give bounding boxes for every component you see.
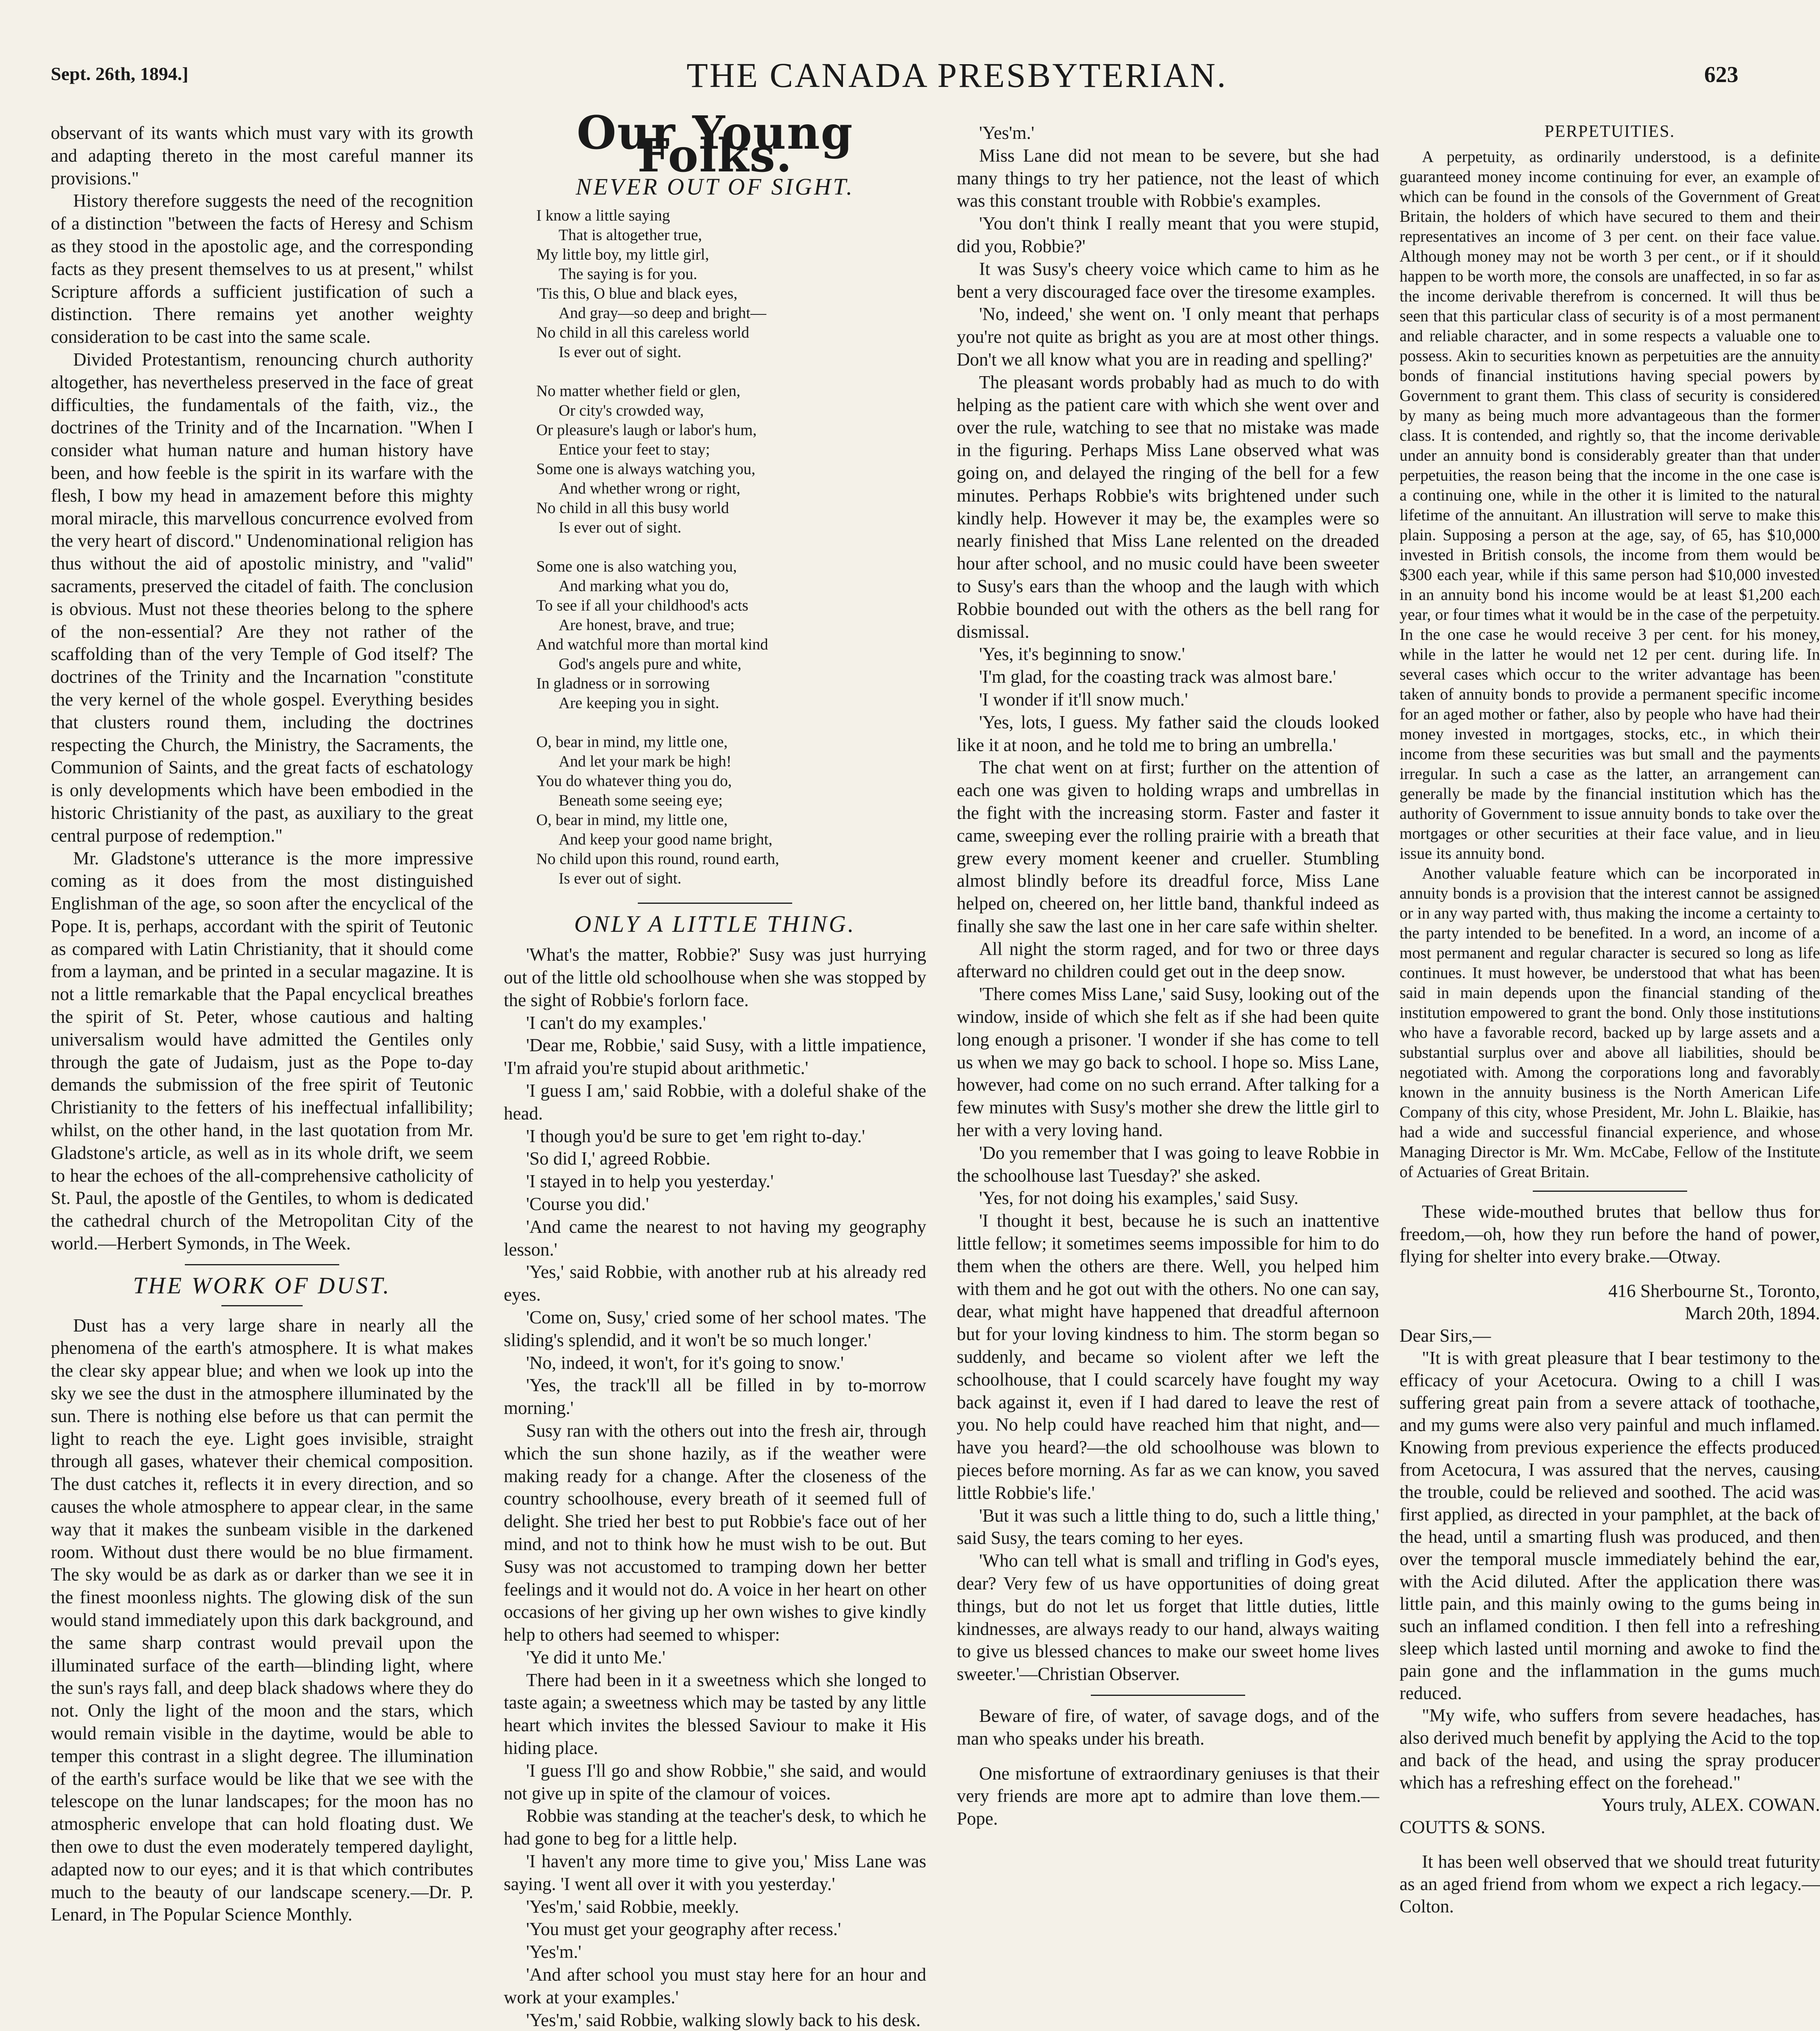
address-line: 416 Sherbourne St., Toronto,	[1608, 1281, 1820, 1301]
story-paragraph: 'Who can tell what is small and trifling in God's eyes, dear? Very few of us have opportunities of doing great things, but do not let us forget that little duties, little kindnesses, are always ready to our hand, always waiting to give us blessed chances to make our sweet home lives sweeter.'—Christian Observer.	[957, 1550, 1379, 1685]
story-paragraph: 'I guess I'll go and show Robbie," she said, and would not give up in spite of the clamour of voices.	[504, 1760, 926, 1804]
story-paragraph: Miss Lane did not mean to be severe, but she had many things to try her patience, not the least of which was this constant trouble with Robbie's examples.	[957, 145, 1379, 211]
story-paragraph: 'Ye did it unto Me.'	[526, 1647, 665, 1667]
story-paragraph: 'What's the matter, Robbie?' Susy was just hurrying out of the little old schoolhouse when she was stopped by the sight of Robbie's forlorn face.	[504, 944, 926, 1010]
poem-line: No child upon this round, round earth,	[536, 850, 779, 868]
salutation: Dear Sirs,—	[1400, 1325, 1491, 1346]
story-paragraph: The chat went on at first; further on the attention of each one was given to holding wraps and umbrellas in the fight with the increasing storm. Faster and faster it came, sweeping ever the rolling prairie with a breath that grew every moment keener and crueller. Stumbling almost blindly before its dreadful force, Miss Lane helped on, cheered on, her little band, thankful indeed as finally she saw the last one in her care safe within shelter.	[957, 757, 1379, 936]
story-paragraph: 'I wonder if it'll snow much.'	[979, 689, 1188, 710]
poem-line: In gladness or in sorrowing	[536, 675, 710, 693]
story-paragraph: 'Do you remember that I was going to leave Robbie in the schoolhouse last Tuesday?' she asked.	[957, 1142, 1379, 1186]
story-paragraph: Robbie was standing at the teacher's desk, to which he had gone to beg for a little help.	[504, 1806, 926, 1849]
poem-line: And whether wrong or right,	[559, 480, 741, 498]
recipient: COUTTS & SONS.	[1400, 1817, 1545, 1837]
story-paragraph: 'Yes, for not doing his examples,' said Susy.	[979, 1188, 1299, 1208]
poem-line: The saying is for you.	[559, 265, 698, 283]
story-paragraph: 'So did I,' agreed Robbie.	[526, 1148, 711, 1169]
paragraph: History therefore suggests the need of the recognition of a distinction "between the facts of Heresy and Schism as they stood in the apostolic age, and the corresponding facts as they present themselves to us at present," whilst Scripture affords a sufficient justification of such a distinction. There remains yet another weighty consideration to be cast into the same scale.	[51, 191, 473, 347]
address-date: March 20th, 1894.	[1685, 1303, 1820, 1323]
poem-line: Is ever out of sight.	[559, 343, 682, 361]
paragraph: Divided Protestantism, renouncing church authority altogether, has nevertheless preserved in the face of great difficulties, the fundamentals of the faith, viz., the doctrines of the Trinity and of the Incarnation. "When I consider what human nature and human history have been, and how feeble is the spirit in its warfare with the flesh, I bow my head in amazement before this mighty moral miracle, this marvellous concurrence evolved from the very heart of discord." Undenominational religion has thus without the aid of apostolic ministry, and "valid" sacraments, preserved the citadel of faith. The conclusion is obvious. Must not these theories belong to the sphere of the non-essential? Are they not rather of the scaffolding than of the very Temple of God itself? The doctrines of the Trinity and the Incarnation "constitute the very kernel of the whole gospel. Everything besides that clusters round them, including the doctrines respecting the Church, the Ministry, the Sacraments, the Communion of Saints, and the great facts of eschatology is only developments which have been embodied in the historic Christianity of the past, as auxiliary to the great central purpose of redemption."	[51, 349, 473, 846]
poem-title: NEVER OUT OF SIGHT.	[576, 173, 854, 200]
poem-line: Is ever out of sight.	[559, 519, 682, 537]
poem-line: Some one is always watching you,	[536, 460, 756, 478]
story-paragraph: 'No, indeed, it won't, for it's going to snow.'	[526, 1352, 844, 1373]
story-paragraph: Susy ran with the others out into the fresh air, through which the sun shone hazily, as if the weather were making ready for a change. After the closeness of the country schoolhouse, every breath of it seemed full of delight. She tried her best to put Robbie's face out of her mind, and not to think how he must wish to be out. But Susy was not accustomed to tramping down her better feelings and it would not do. A voice in her heart on other occasions of her giving up her own wishes to give kindly help to others had seemed to whisper:	[504, 1420, 926, 1645]
paragraph: observant of its wants which must vary with its growth and adapting thereto in the most careful manner its provisions."	[51, 123, 473, 188]
section-masthead: Our Young Folks.	[576, 106, 854, 182]
divider	[221, 1305, 303, 1306]
column-2	[504, 106, 926, 2031]
story-paragraph: 'Yes'm.'	[979, 123, 1035, 143]
paragraph: Mr. Gladstone's utterance is the more impressive coming as it does from the most distinguished Englishman of the age, so soon after the encyclical of the Pope. It is, perhaps, accordant with the spirit of Teutonic as compared with Latin Christianity, that it should come from a layman, and be printed in a secular magazine. It is not a little remarkable that the Papal encyclical breathes the spirit of St. Peter, whose cautious and halting universalism would have admitted the Gentiles only through the gate of Judaism, just as the Pope to-day demands the submission of the free spirit of Teutonic Christianity to the fetters of his ineffectual infallibility; whilst, on the other hand, in the last quotation from Mr. Gladstone's article, as well as in its whole drift, we seem to hear the echoes of the all-comprehensive catholicity of St. Paul, the apostle of the Gentiles, to whom is dedicated the cathedral church of the Metropolitan City of the world.—Herbert Symonds, in The Week.	[51, 848, 473, 1254]
poem-line: Beneath some seeing eye;	[559, 792, 723, 810]
quotation: Beware of fire, of water, of savage dogs, and of the man who speaks under his breath.	[957, 1705, 1379, 1749]
story-paragraph: 'Yes,' said Robbie, with another rub at his already red eyes.	[504, 1262, 926, 1305]
story-paragraph: 'No, indeed,' she went on. 'I only meant that perhaps you're not quite as bright as you are at most other things. Don't we all know what you are in reading and spelling?'	[957, 304, 1379, 370]
poem	[536, 206, 926, 888]
story-paragraph: 'Yes'm,' said Robbie, walking slowly back to his desk.	[526, 2009, 921, 2030]
signature: Yours truly, ALEX. COWAN.	[1601, 1795, 1820, 1815]
newspaper-title: THE CANADA PRESBYTERIAN.	[687, 56, 1228, 95]
poem-line: My little boy, my little girl,	[536, 246, 709, 264]
poem-line: Are honest, brave, and true;	[559, 616, 735, 634]
paragraph: Dust has a very large share in nearly all the phenomena of the earth's atmosphere. It is what makes the clear sky appear blue; and when we look up into the sky we see the dust in the atmosphere illuminated by the sun. There is nothing else before us that can permit the light to reach the eye. Light goes invisible, straight through all gases, whatever their chemical composition. The dust catches it, reflects it in every direction, and so causes the whole atmosphere to appear clear, in the same way that it makes the sunbeam visible in the darkened room. Without dust there would be no blue firmament. The sky would be as dark as or darker than we see it in the finest moonless nights. The glowing disk of the sun would stand immediately upon this dark background, and the same sharp contrast would prevail upon the illuminated surface of the earth—blinding light, where the sun's rays fall, and deep black shadows where they do not. Only the light of the moon and the stars, which would remain visible in the daytime, would be able to temper this contrast in a slight degree. The illumination of the earth's surface would be like that we see with the telescope on the lunar landscapes; for the moon has no atmospheric envelope that can hold floating dust. We then owe to dust the even moderately tempered daylight, adapted now to our eyes; and it is that which contributes much to the beauty of our landscape scenery.—Dr. P. Lenard, in The Popular Science Monthly.	[51, 1315, 473, 1925]
poem-line: That is altogether true,	[559, 226, 702, 244]
paragraph: "My wife, who suffers from severe headaches, has also derived much benefit by applying the Acid to the top and back of the head, and using the spray producer which has a refreshing effect on the forehead."	[1400, 1705, 1820, 1793]
column-4	[1400, 122, 1820, 1918]
poem-line: To see if all your childhood's acts	[536, 597, 749, 615]
poem-line: Some one is also watching you,	[536, 558, 737, 576]
poem-line: 'Tis this, O blue and black eyes,	[536, 285, 738, 303]
story-paragraph: 'You don't think I really meant that you were stupid, did you, Robbie?'	[957, 213, 1379, 256]
poem-line: O, bear in mind, my little one,	[536, 811, 728, 829]
divider	[185, 1264, 339, 1265]
paragraph: "It is with great pleasure that I bear testimony to the efficacy of your Acetocura. Owing to a chill I was suffering great pain from a severe attack of toothache, and my gums were also very painful and much inflamed. Knowing from previous experience the effects produced from Acetocura, I was assured that the nerves, causing the trouble, could be relieved and soothed. The acid was first applied, as directed in your pamphlet, at the back of the head, until a smarting flush was produced, and then over the temporal muscle immediately behind the ear, with the Acid diluted. After the application there was little pain, and this mainly owing to the gums being in such an inflamed condition. I then fell into a refreshing sleep which lasted until morning and awoke to find the pain gone and the inflammation in the gums much reduced.	[1400, 1348, 1820, 1703]
quotation: One misfortune of extraordinary geniuses is that their very friends are more apt to admire than love them.—Pope.	[957, 1763, 1379, 1829]
poem-line: You do whatever thing you do,	[536, 772, 732, 790]
poem-line: O, bear in mind, my little one,	[536, 733, 728, 751]
story-paragraph: There had been in it a sweetness which she longed to taste again; a sweetness which may be tasted by any little heart which invites the blessed Saviour to make it His hiding place.	[504, 1669, 926, 1758]
divider	[1533, 1191, 1687, 1192]
story-paragraph: 'And after school you must stay here for an hour and work at your examples.'	[504, 1964, 926, 2007]
story-paragraph: 'Yes, the track'll all be filled in by to-morrow morning.'	[504, 1375, 926, 1418]
story-paragraph: 'I can't do my examples.'	[526, 1012, 706, 1033]
story-paragraph: It was Susy's cheery voice which came to him as he bent a very discouraged face over the tiresome examples.	[957, 258, 1379, 302]
story-paragraph: 'I stayed in to help you yesterday.'	[526, 1171, 774, 1192]
article-heading-dust: THE WORK OF DUST.	[133, 1272, 391, 1299]
poem-line: And marking what you do,	[559, 577, 729, 595]
story-paragraph: 'And came the nearest to not having my geography lesson.'	[504, 1216, 926, 1260]
column-1	[51, 122, 473, 1926]
quotation: These wide-mouthed brutes that bellow thus for freedom,—oh, how they run before the hand of power, flying for shelter into every brake.—Otway.	[1400, 1202, 1820, 1267]
divider	[1091, 1695, 1245, 1696]
story-text	[504, 944, 926, 2031]
poem-line: And keep your good name bright,	[559, 831, 773, 849]
poem-line: And watchful more than mortal kind	[536, 636, 768, 654]
article-heading-perpetuities: PERPETUITIES.	[1544, 122, 1675, 141]
poem-line: No child in all this careless world	[536, 324, 750, 342]
page-number: 623	[1704, 62, 1738, 87]
paragraph: A perpetuity, as ordinarily understood, is a definite guaranteed money income continuing for ever, an example of which can be found in the consols of the Government of Great Britain, the holders of which have secured to them and their representatives an income of 3 per cent. on their face value. Although money may not be worth 3 per cent., or if it should happen to be worth more, the consols are unaffected, in so far as the income derivable therefrom is concerned. It will thus be seen that this particular class of security is of a most permanent and reliable character, and in some respects a valuable one to possess. Akin to securities known as perpetuities are the annuity bonds of financial institutions having special powers by Government to grant them. This class of security is considered by many as being much more advantageous than the former class. It is contended, and rightly so, that the income derivable under an annuity bond is considerably greater than that under perpetuities, the reason being that the income in the one case is a continuing one, while in the other it is limited to the natural lifetime of the annuitant. An illustration will serve to make this plain. Supposing a person at the age, say, of 65, has $10,000 invested in British consols, the income from them would be $300 each year, while if this same person had $10,000 invested in an annuity bond his income would be at least $1,200 each year, or four times what it would be in the case of the perpetuity. In the one case he would receive 3 per cent. for his money, while in the latter he would net 12 per cent. during life. In several cases which occur to the writer advantage has been taken of annuity bonds to provide a permanent specific income for an aged mother or father, also by people who have had their money invested in mortgages, stocks, etc., in which their income from these securities was but small and the payments irregular. In such a case as the latter, an arrangement can generally be made by the financial institution which has the authority of Government to issue annuity bonds to take over the mortgages or other securities at their face value, and in lieu issue its annuity bond.	[1400, 147, 1820, 862]
story-paragraph: 'I haven't any more time to give you,' Miss Lane was saying. 'I went all over it with you yesterday.'	[504, 1851, 926, 1894]
poem-line: And let your mark be high!	[559, 753, 732, 771]
poem-line: No matter whether field or glen,	[536, 382, 741, 400]
story-paragraph: 'I though you'd be sure to get 'em right to-day.'	[526, 1126, 865, 1146]
poem-line: I know a little saying	[536, 207, 670, 225]
issue-date: Sept. 26th, 1894.]	[51, 63, 188, 84]
story-paragraph: 'Course you did.'	[526, 1193, 649, 1214]
story-text	[957, 122, 1379, 1686]
story-paragraph: 'Come on, Susy,' cried some of her school mates. 'The sliding's splendid, and it won't be so much longer.'	[504, 1307, 926, 1350]
poem-line: Or pleasure's laugh or labor's hum,	[536, 421, 757, 439]
poem-line: And gray—so deep and bright—	[559, 304, 767, 322]
poem-line: Or city's crowded way,	[559, 402, 704, 420]
poem-line: God's angels pure and white,	[559, 655, 742, 673]
column-3	[957, 122, 1379, 1830]
poem-line: No child in all this busy world	[536, 499, 729, 517]
divider	[638, 903, 792, 904]
poem-line: Is ever out of sight.	[559, 870, 682, 888]
story-paragraph: 'Yes, it's beginning to snow.'	[979, 644, 1185, 665]
story-paragraph: 'But it was such a little thing to do, such a little thing,' said Susy, the tears coming to her eyes.	[957, 1505, 1379, 1548]
quotation: It has been well observed that we should treat futurity as an aged friend from whom we expect a rich legacy.—Colton.	[1400, 1851, 1820, 1916]
story-paragraph: All night the storm raged, and for two or three days afterward no children could get out in the deep snow.	[957, 938, 1379, 982]
story-paragraph: 'Yes'm,' said Robbie, meekly.	[526, 1896, 739, 1917]
story-title: ONLY A LITTLE THING.	[574, 911, 856, 938]
story-paragraph: 'Yes, lots, I guess. My father said the clouds looked like it at noon, and he told me to bring an umbrella.'	[957, 712, 1379, 755]
story-paragraph: 'Dear me, Robbie,' said Susy, with a little impatience, 'I'm afraid you're stupid about arithmetic.'	[504, 1035, 926, 1078]
story-paragraph: 'I'm glad, for the coasting track was almost bare.'	[979, 667, 1337, 687]
paragraph: Another valuable feature which can be incorporated in annuity bonds is a provision that the interest cannot be assigned or in any way parted with, thus making the income a certainty to the party intended to be benefited. In a word, an income of a most permanent and regular character is secured so long as life continues. It must however, be understood that what has been said in main depends upon the financial standing of the institution empowered to grant the bond. Only those institutions who have a favorable record, backed up by large assets and a substantial surplus over and above all liabilities, should be negotiated with. Among the corporations long and favorably known in the annuity business is the North American Life Company of this city, whose President, Mr. John L. Blaikie, has had a wide and successful financial experience, and whose Managing Director is Mr. Wm. McCabe, Fellow of the Institute of Actuaries of Great Britain.	[1400, 864, 1820, 1181]
story-paragraph: 'I guess I am,' said Robbie, with a doleful shake of the head.	[504, 1080, 926, 1124]
story-paragraph: 'You must get your geography after recess.'	[526, 1919, 841, 1940]
story-paragraph: 'There comes Miss Lane,' said Susy, looking out of the window, inside of which she felt as if she had been quite long enough a prisoner. 'I wonder if she has come to tell us when we may go back to school. I hope so. Miss Lane, however, had come on no such errand. After talking for a few minutes with Susy's mother she drew the little girl to her with a very loving hand.	[957, 984, 1379, 1141]
poem-line: Entice your feet to stay;	[559, 441, 710, 459]
poem-line: Are keeping you in sight.	[559, 694, 719, 712]
story-paragraph: 'I thought it best, because he is such an inattentive little fellow; it sometimes seems impossible for him to do them when the others are there. Well, you helped him with them and he got out with the others. No one can say, dear, what might have happened that dreadful afternoon but for your loving kindness to him. The storm began so suddenly, and became so violent after we left the schoolhouse, that I could scarcely have fought my way back against it, even if I had dared to leave the rest of you. No help could have reached him that night, and—have you heard?—the old schoolhouse was blown to pieces before morning. As far as we can know, you saved little Robbie's life.'	[957, 1210, 1379, 1503]
story-paragraph: The pleasant words probably had as much to do with helping as the patient care with which she went over and over the rule, watching to see that no mistake was made in the figuring. Perhaps Miss Lane observed what was going on, and delayed the ringing of the bell for a few minutes. Perhaps Robbie's wits brightened under such kindly help. However it may be, the examples were so nearly finished that Miss Lane relented on the dreaded hour after school, and no music could have been sweeter to Susy's ears than the whoop and the laugh with which Robbie bounded out with the others as the bell rang for dismissal.	[957, 372, 1379, 642]
story-paragraph: 'Yes'm.'	[526, 1942, 582, 1962]
